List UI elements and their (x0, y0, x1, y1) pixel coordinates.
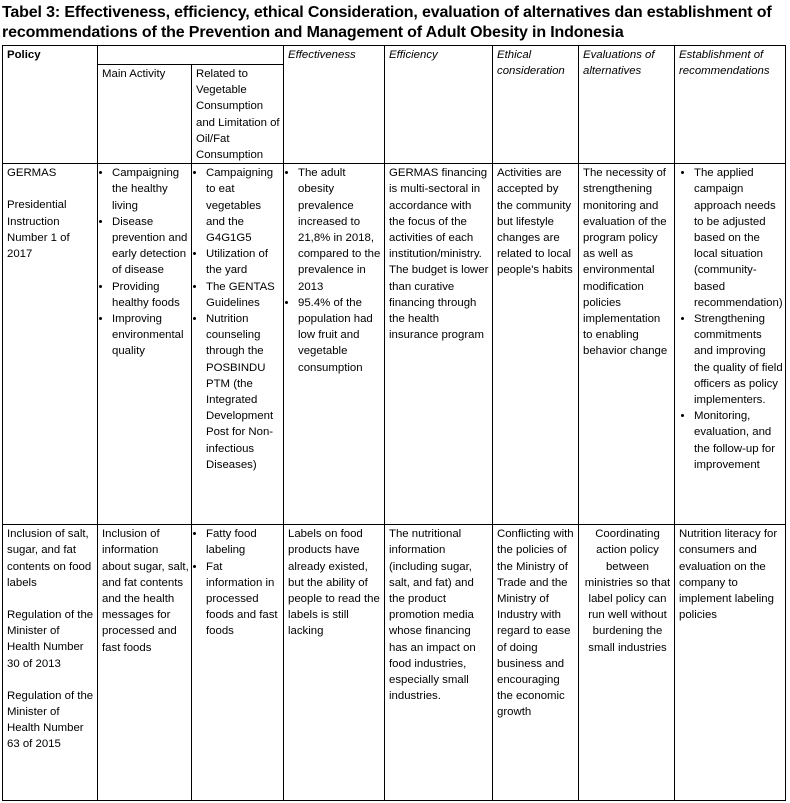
header-related: Related to Vegetable Consumption and Limitation of Oil/Fat Consumption (192, 65, 284, 164)
list-item: • Fatty food labeling (206, 526, 281, 558)
table-row (3, 164, 786, 525)
row2-policy: Inclusion of salt, sugar, and fat contents on food labels Regulation of the Minister of Health Number 30 of 2013 Regulation of the Minister of Health Number 63 of 2015 (3, 525, 98, 801)
row1-establishment (675, 164, 786, 525)
header-efficiency: Efficiency (385, 46, 493, 164)
list-item: • Strengthening commitments and improving the quality of field officers as policy implementers. (694, 311, 783, 408)
row1-efficiency: GERMAS financing is multi-sectoral in accordance with the focus of the activities of each institution/ministry. The budget is lower than curative financing through the health insurance program (385, 164, 493, 525)
header-main-activity: Main Activity (98, 65, 192, 164)
header-ethical: Ethical consideration (493, 46, 579, 164)
row2-main-activity: Inclusion of information about sugar, salt, and fat contents and the health messages for processed and fast foods (98, 525, 192, 801)
table-row (3, 525, 786, 801)
row2-related (192, 525, 284, 801)
row1-evaluations: The necessity of strengthening monitoring and evaluation of the program policy as well as environmental modification policies implementation to enabling behavior change (579, 164, 675, 525)
list-item: • Nutrition counseling through the POSBINDU PTM (the Integrated Development Post for Non-infectious Diseases) (206, 311, 281, 473)
list-item: • Campaigning the healthy living (112, 165, 189, 214)
table-title: Tabel 3: Effectiveness, efficiency, ethical Consideration, evaluation of alternatives dan establishment of recommendations of the Prevention and Management of Adult Obesity in Indonesia (2, 4, 772, 41)
list-item: • Utilization of the yard (206, 246, 281, 278)
header-policy-spacer (98, 46, 284, 65)
list-item: • Campaigning to eat vegetables and the G4G1G5 (206, 165, 281, 246)
list-item: • The adult obesity prevalence increased to 21,8% in 2018, compared to the prevalence in 2013 (298, 165, 382, 295)
row2-ethical: Conflicting with the policies of the Ministry of Trade and the Ministry of Industry with regard to ease of doing business and encouraging the economic growth (493, 525, 579, 801)
list-item: • The applied campaign approach needs to be adjusted based on the local situation (community-based recommendation) (694, 165, 783, 311)
row1-main-activity (98, 164, 192, 525)
list-item: • Fat information in processed foods and fast foods (206, 559, 281, 640)
list-item: • The GENTAS Guidelines (206, 279, 281, 311)
row1-policy: GERMAS Presidential Instruction Number 1 of 2017 (3, 164, 98, 525)
row1-ethical: Activities are accepted by the community but lifestyle changes are related to local people's habits (493, 164, 579, 525)
row2-establishment: Nutrition literacy for consumers and evaluation on the company to implement labeling policies (675, 525, 786, 801)
header-evaluations: Evaluations of alternatives (579, 46, 675, 164)
row2-effectiveness: Labels on food products have already existed, but the ability of people to read the labels is still lacking (284, 525, 385, 801)
policy-table (2, 45, 786, 801)
list-item: • Providing healthy foods (112, 279, 189, 311)
header-effectiveness: Effectiveness (284, 46, 385, 164)
list-item: • 95.4% of the population had low fruit and vegetable consumption (298, 295, 382, 376)
row1-related (192, 164, 284, 525)
list-item: • Monitoring, evaluation, and the follow-up for improvement (694, 408, 783, 473)
header-policy: Policy (3, 46, 98, 164)
list-item: • Disease prevention and early detection of disease (112, 214, 189, 279)
header-establishment: Establishment of recommendations (675, 46, 786, 164)
row2-efficiency: The nutritional information (including sugar, salt, and fat) and the product promotion media whose financing has an impact on food industries, especially small industries. (385, 525, 493, 801)
list-item: • Improving environmental quality (112, 311, 189, 360)
row2-evaluations: Coordinating action policy between ministries so that label policy can run well without burdening the small industries (579, 525, 675, 801)
row1-effectiveness (284, 164, 385, 525)
